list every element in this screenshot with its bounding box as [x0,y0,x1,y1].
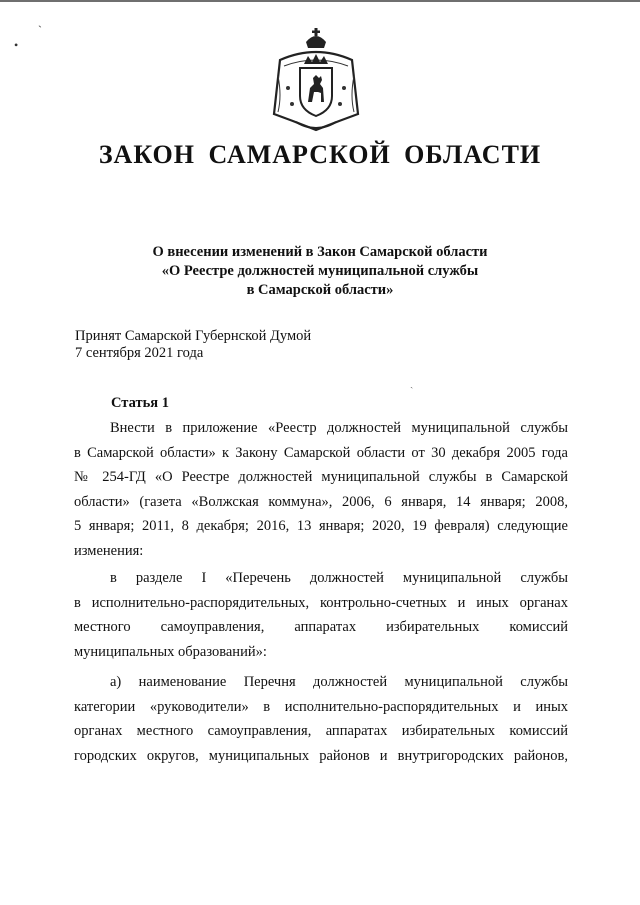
paragraph-line: муниципальных образований»: [74,643,267,660]
subtitle-line: в Самарской области» [246,282,394,298]
paragraph-3 [74,670,568,768]
paragraph-line: местного самоуправления, аппаратах избирательных комиссий [74,619,568,635]
law-subtitle [0,243,640,300]
subtitle-line: О внесении изменений в Закон Самарской области [152,244,488,260]
paragraph-line: в Самарской области» к Закону Самарской области от 30 декабря 2005 года [74,444,568,461]
scan-speck: • [14,38,19,52]
paragraph-1 [74,416,568,563]
paragraph-line: а) наименование Перечня должностей муниципальной службы [110,674,568,690]
paragraph-line: органах местного самоуправления, аппаратах избирательных комиссий [74,723,568,739]
paragraph-line: категории «руководители» в исполнительно-распорядительных и иных [74,698,568,715]
paragraph-line: городских округов, муниципальных районов и внутригородских районов, [74,747,568,764]
law-title: ЗАКОН САМАРСКОЙ ОБЛАСТИ [98,140,542,169]
paragraph-2 [74,566,568,664]
samara-coat-of-arms-icon [266,26,366,136]
paragraph-line: № 254-ГД «О Реестре должностей муниципальной службы в Самарской [74,469,568,485]
paragraph-line: изменения: [74,542,144,559]
adoption-line: Принят Самарской Губернской Думой [75,328,312,344]
article-heading: Статья 1 [111,395,169,411]
scan-speck: ˏ [38,14,42,28]
paragraph-line: 5 января; 2011, 8 декабря; 2016, 13 января; 2020, 19 февраля) следующие [74,518,568,534]
paragraph-line: области» (газета «Волжская коммуна», 2006, 6 января, 14 января; 2008, [74,493,568,510]
paragraph-line: в исполнительно-распорядительных, контрольно-счетных и иных органах [74,594,568,611]
scan-speck: ˎ [410,378,414,389]
scan-top-edge [0,0,640,2]
paragraph-line: Внести в приложение «Реестр должностей муниципальной службы [110,420,568,436]
adoption-date: 7 сентября 2021 года [75,345,204,361]
adoption-note [75,328,311,362]
paragraph-line: в разделе I «Перечень должностей муниципальной службы [110,570,568,586]
subtitle-line: «О Реестре должностей муниципальной службы [161,263,479,279]
